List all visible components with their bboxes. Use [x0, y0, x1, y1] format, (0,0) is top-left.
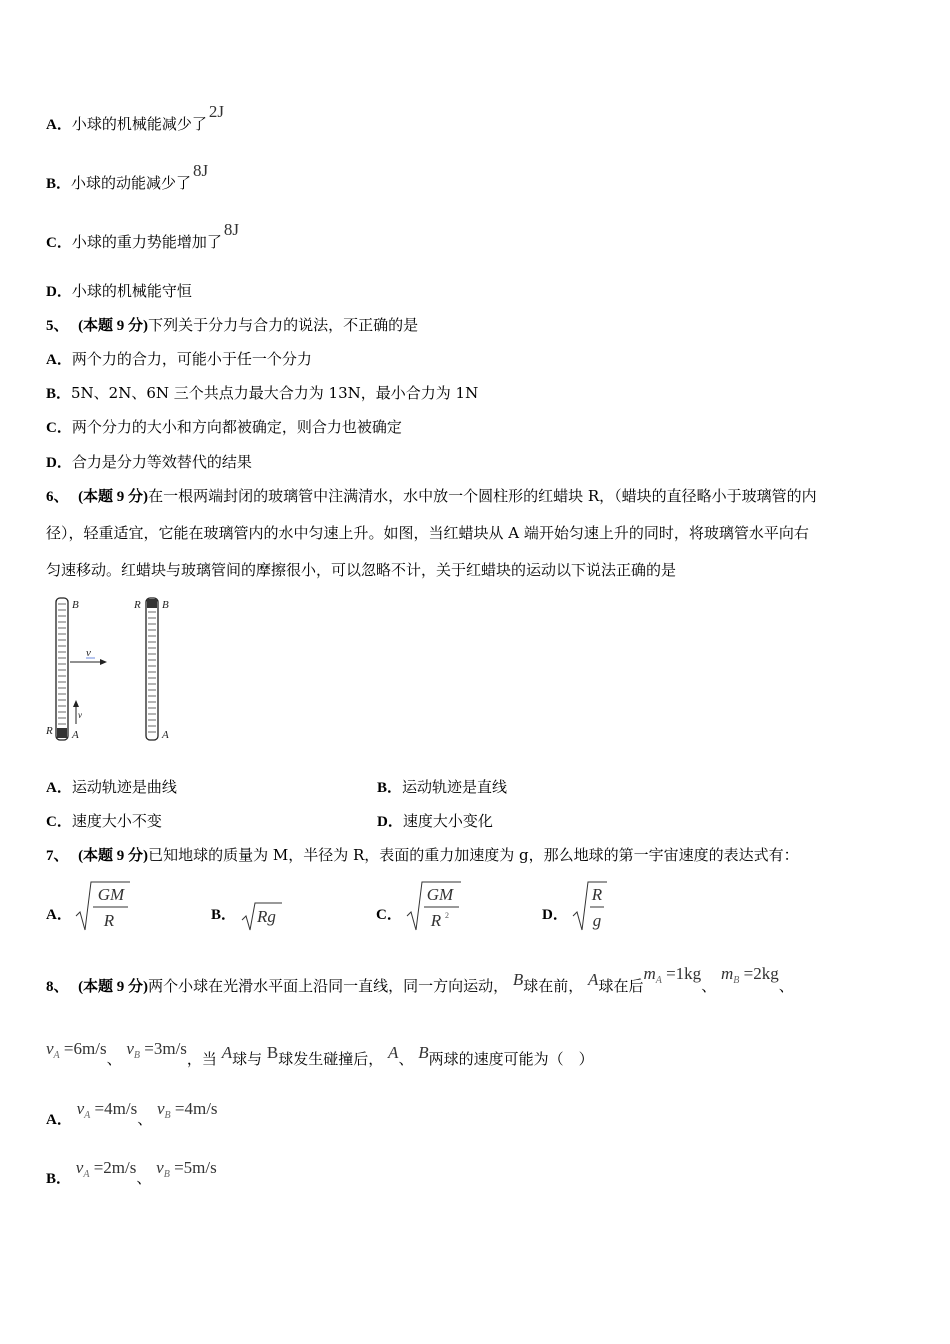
- q4-option-a: A．小球的机械能减少了2J: [46, 102, 224, 133]
- q5-option-c: C．两个分力的大小和方向都被确定，则合力也被确定: [46, 418, 402, 436]
- q6-option-c: C．速度大小不变: [46, 812, 162, 830]
- q6-figure: [40, 590, 190, 750]
- q4-option-c: C．小球的重力势能增加了8J: [46, 220, 239, 251]
- value: 8J: [223, 220, 239, 239]
- q6-option-a: A．运动轨迹是曲线: [46, 778, 177, 796]
- q6-option-b: B．运动轨迹是直线: [377, 778, 508, 796]
- label-a: A: [72, 729, 79, 741]
- tube-right: [133, 598, 169, 741]
- label-v-horizontal: v: [86, 647, 91, 659]
- q7-option-d-formula: [571, 878, 611, 934]
- svg-text:R: R: [430, 911, 442, 930]
- q7-option-c-formula: [405, 878, 465, 934]
- value: 8J: [193, 161, 209, 180]
- q8-option-b: B． $v_A =2m/s$、 $v_B =5m/s$: [46, 1158, 217, 1187]
- svg-text:2: 2: [445, 911, 449, 920]
- red-wax-block: [57, 728, 67, 738]
- q7-stem: 7、 (本题 9 分)已知地球的质量为 M，半径为 R，表面的重力加速度为 g，那么地球的第一宇宙速度的表达式有：: [46, 846, 799, 864]
- tube-left: [45, 598, 107, 741]
- svg-text:Rg: Rg: [257, 907, 276, 926]
- q7-option-a-letter: A．: [46, 907, 72, 923]
- q5-stem: 5、 (本题 9 分)下列关于分力与合力的说法，不正确的是: [46, 316, 419, 334]
- q6-stem-line3: 匀速移动。红蜡块与玻璃管间的摩擦很小，可以忽略不计，关于红蜡块的运动以下说法正确的是: [46, 561, 677, 579]
- q7-option-c-letter: C．: [376, 907, 402, 923]
- q4-option-d: D．小球的机械能守恒: [46, 282, 192, 300]
- q8-stem-line2: $v_A =6m/s$、 $v_B =3m/s$，当 A球与 B球发生碰撞后， A、 B两球的速度可能为（ ）: [46, 1039, 594, 1068]
- svg-text:GM: GM: [426, 885, 454, 904]
- svg-text:g: g: [592, 911, 602, 930]
- q5-option-b: B．5N、2N、6N 三个共点力最大合力为 13N，最小合力为 1N: [46, 384, 479, 402]
- q6-stem-line1: 6、 (本题 9 分)在一根两端封闭的玻璃管中注满清水，水中放一个圆柱形的红蜡块 R，（蜡块的直径略小于玻璃管的内: [46, 487, 817, 505]
- q7-option-d-letter: D．: [542, 907, 568, 923]
- svg-text:R: R: [591, 885, 603, 904]
- q6-option-d: D．速度大小变化: [377, 812, 493, 830]
- svg-text:R: R: [103, 911, 115, 930]
- label-a-right: A: [162, 729, 169, 741]
- value: 2J: [208, 102, 224, 121]
- q5-option-d: D．合力是分力等效替代的结果: [46, 453, 252, 471]
- label-v-vertical: v: [78, 710, 82, 720]
- label-b-right: B: [162, 599, 169, 611]
- q7-option-a-formula: [74, 878, 134, 934]
- svg-text:GM: GM: [97, 885, 125, 904]
- label-b: B: [72, 599, 79, 611]
- q5-option-a: A．两个力的合力，可能小于任一个分力: [46, 350, 312, 368]
- label-r-right: R: [134, 599, 141, 611]
- label-r: R: [46, 725, 53, 737]
- q8-stem-line1: 8、 (本题 9 分)两个小球在光滑水平面上沿同一直线，同一方向运动， B球在前， A球在后$m_A =1kg$、 $m_B =2kg$、: [46, 964, 794, 995]
- q7-option-b-letter: B．: [211, 907, 237, 923]
- red-wax-block-top: [147, 599, 157, 608]
- q6-stem-line2: 径），轻重适宜，它能在玻璃管内的水中匀速上升。如图，当红蜡块从 A 端开始匀速上升的同时，将玻璃管水平向右: [46, 524, 809, 542]
- q7-option-b-formula: [240, 900, 286, 932]
- q4-option-b: B．小球的动能减少了8J: [46, 161, 209, 192]
- q8-option-a: A． $v_A =4m/s$、 $v_B =4m/s$: [46, 1099, 218, 1128]
